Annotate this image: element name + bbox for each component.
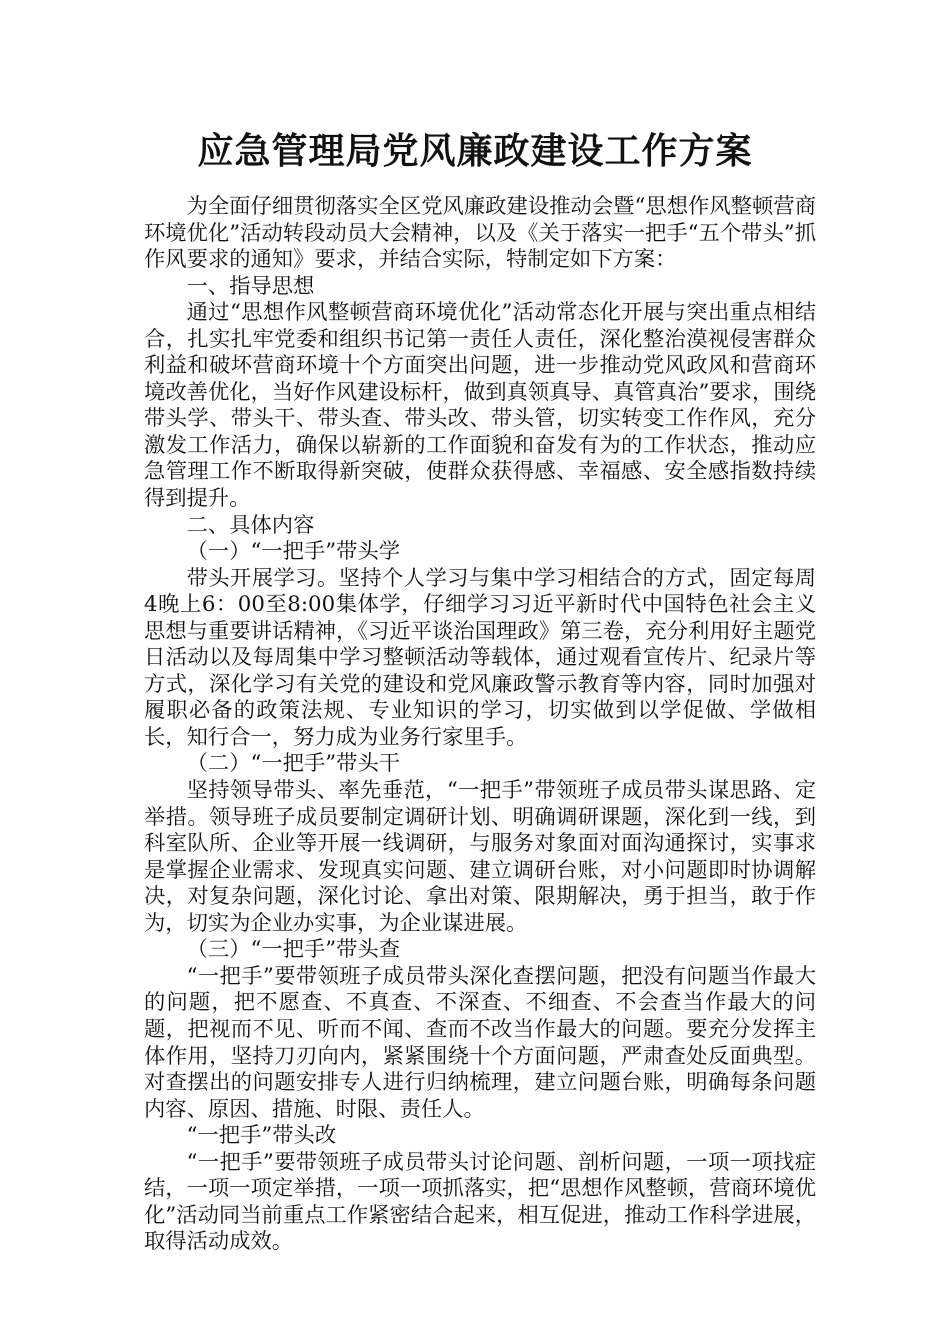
document-title: 应急管理局党风廉政建设工作方案 [197,131,753,172]
document-body [144,194,816,1256]
section-heading: 一、指导思想 [186,273,315,299]
section-heading: （二）“一把手”带头干 [186,751,401,777]
paragraph: 通过“思想作风整顿营商环境优化”活动常态化开展与突出重点相结合，扎实扎牢党委和组织书记第一责任人责任，深化整治漠视侵害群众利益和破坏营商环境十个方面突出问题，进一步推动党风政风和营商环境改善优化，当好作风建设标杆，做到真领真导、真管真治”要求，围绕带头学、带头干、带头查、带头改、带头管，切实转变工作作风，充分激发工作活力，确保以崭新的工作面貌和奋发有为的工作状态，推动应急管理工作不断取得新突破，使群众获得感、幸福感、安全感指数持续得到提升。 [144,300,816,512]
paragraph: 为全面仔细贯彻落实全区党风廉政建设推动会暨“思想作风整顿营商环境优化”活动转段动员大会精神，以及《关于落实一把手“五个带头”抓作风要求的通知》要求，并结合实际，特制定如下方案： [144,194,816,273]
paragraph: 带头开展学习。坚持个人学习与集中学习相结合的方式，固定每周4晚上6：00至8:00集体学，仔细学习习近平新时代中国特色社会主义思想与重要讲话精神，《习近平谈治国理政》第三卷，充分利用好主题党日活动以及每周集中学习整顿活动等载体，通过观看宣传片、纪录片等方式，深化学习有关党的建设和党风廉政警示教育等内容，同时加强对履职必备的政策法规、专业知识的学习，切实做到以学促做、学做相长，知行合一，努力成为业务行家里手。 [144,565,816,750]
paragraph: “一把手”要带领班子成员带头深化查摆问题，把没有问题当作最大的问题，把不愿查、不真查、不深查、不细查、不会查当作最大的问题，把视而不见、听而不闻、查而不改当作最大的问题。要充分发挥主体作用，坚持刀刃向内，紧紧围绕十个方面问题，严肃查处反面典型。对查摆出的问题安排专人进行归纳梳理，建立问题台账，明确每条问题内容、原因、措施、时限、责任人。 [144,963,816,1122]
section-heading: 二、具体内容 [186,512,315,538]
section-heading: “一把手”带头改 [186,1123,337,1149]
section-heading: （一）“一把手”带头学 [186,539,401,565]
paragraph: 坚持领导带头、率先垂范，“一把手”带领班子成员带头谋思路、定举措。领导班子成员要制定调研计划、明确调研课题，深化到一线，到科室队所、企业等开展一线调研，与服务对象面对面沟通探讨，实事求是掌握企业需求、发现真实问题、建立调研台账，对小问题即时协调解决，对复杂问题，深化讨论、拿出对策、限期解决，勇于担当，敢于作为，切实为企业办实事，为企业谋进展。 [144,778,816,936]
section-heading: （三）“一把手”带头查 [186,937,401,963]
paragraph: “一把手”要带领班子成员带头讨论问题、剖析问题，一项一项找症结，一项一项定举措，一项一项抓落实，把“思想作风整顿，营商环境优化”活动同当前重点工作紧密结合起来，相互促进，推动工作科学进展，取得活动成效。 [144,1149,816,1255]
